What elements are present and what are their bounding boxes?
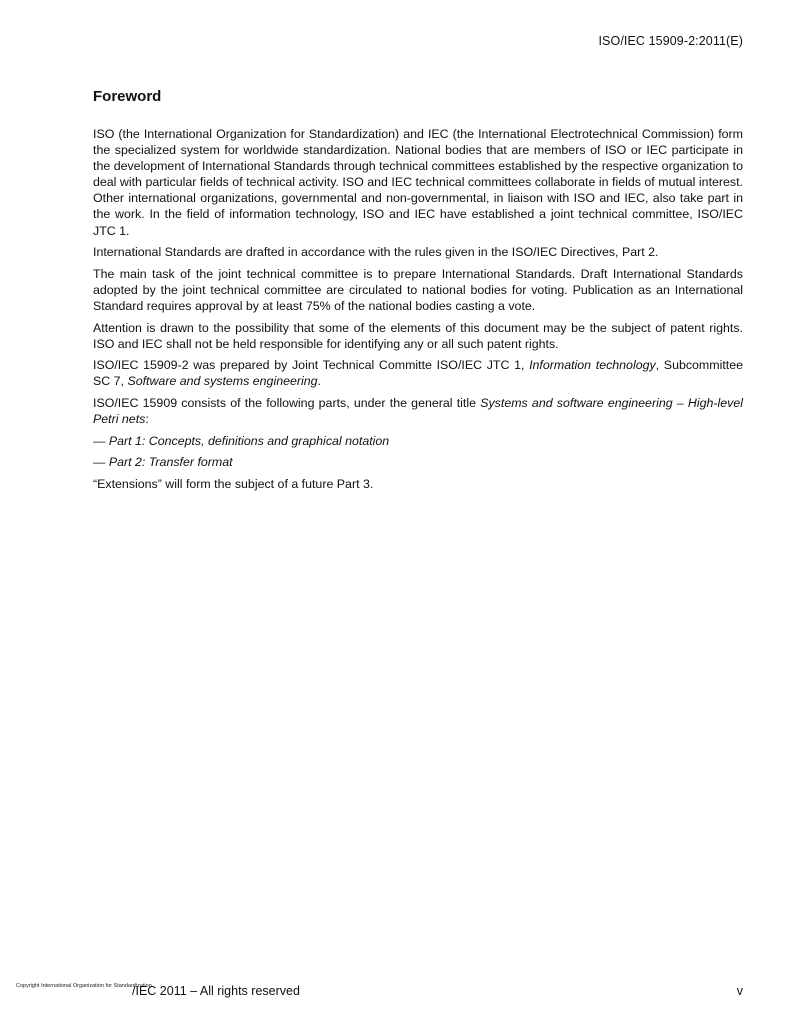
prepared-by-subcommittee-title: Software and systems engineering [127,374,318,389]
prepared-by-committee-title: Information technology [529,358,656,373]
document-id: ISO/IEC 15909-2:2011(E) [598,34,743,48]
foreword-body [93,126,743,497]
rights-statement: /IEC 2011 – All rights reserved [132,984,300,998]
paragraph-prepared-by [93,357,743,389]
paragraph-directives: International Standards are drafted in accordance with the rules given in the ISO/IEC Directives, Part 2. [93,245,659,260]
list-item [93,454,743,470]
list-item-part-2: Part 2: Transfer format [108,455,233,470]
parts-intro-end: : [145,412,149,426]
prepared-by-text: ISO/IEC 15909-2 was prepared by Joint Technical Committe ISO/IEC JTC 1, [93,358,530,373]
paragraph-extensions: “Extensions” will form the subject of a future Part 3. [93,476,374,491]
page-number: v [736,984,743,998]
paragraph-organizations: ISO (the International Organization for Standardization) and IEC (the International Electrotechnical Commission) form the specialized system for worldwide standardization. National bodies that are members of ISO or IEC participate in the development of International Standards through technical committees established by the respective organization to deal with particular fields of technical activity. ISO and IEC technical committees collaborate in fields of mutual interest. Other international organizations, governmental and non-governmental, in liaison with ISO and IEC, also take part in the work. In the field of information technology, ISO and IEC have established a joint technical committee, ISO/IEC JTC 1. [93,127,743,238]
paragraph-committee-task: The main task of the joint technical committee is to prepare International Standards. Draft International Standards adopted by the joint technical committee are circulated to national bodies for voting. Publication as an International Standard requires approval by at least 75% of the national bodies casting a vote. [93,266,743,313]
paragraph-parts-intro [93,395,743,427]
paragraph-patent-rights: Attention is drawn to the possibility that some of the elements of this document may be the subject of patent rights. ISO and IEC shall not be held responsible for identifying any or all such patent rights. [93,320,743,351]
list-item-dash: — [93,455,109,470]
copyright-notice: Copyright International Organization for Standardization [16,983,152,989]
general-title: Systems and software engineering – High-level Petri nets [93,395,743,426]
list-item-dash: — [93,433,109,448]
list-item-part-1: Part 1: Concepts, definitions and graphical notation [108,433,390,448]
parts-intro-text: ISO/IEC 15909 consists of the following parts, under the general title [93,395,481,410]
list-item [93,433,743,449]
prepared-by-subcommittee: , Subcommittee SC 7, [93,358,743,389]
section-title: Foreword [93,88,162,105]
prepared-by-end: . [317,374,321,389]
